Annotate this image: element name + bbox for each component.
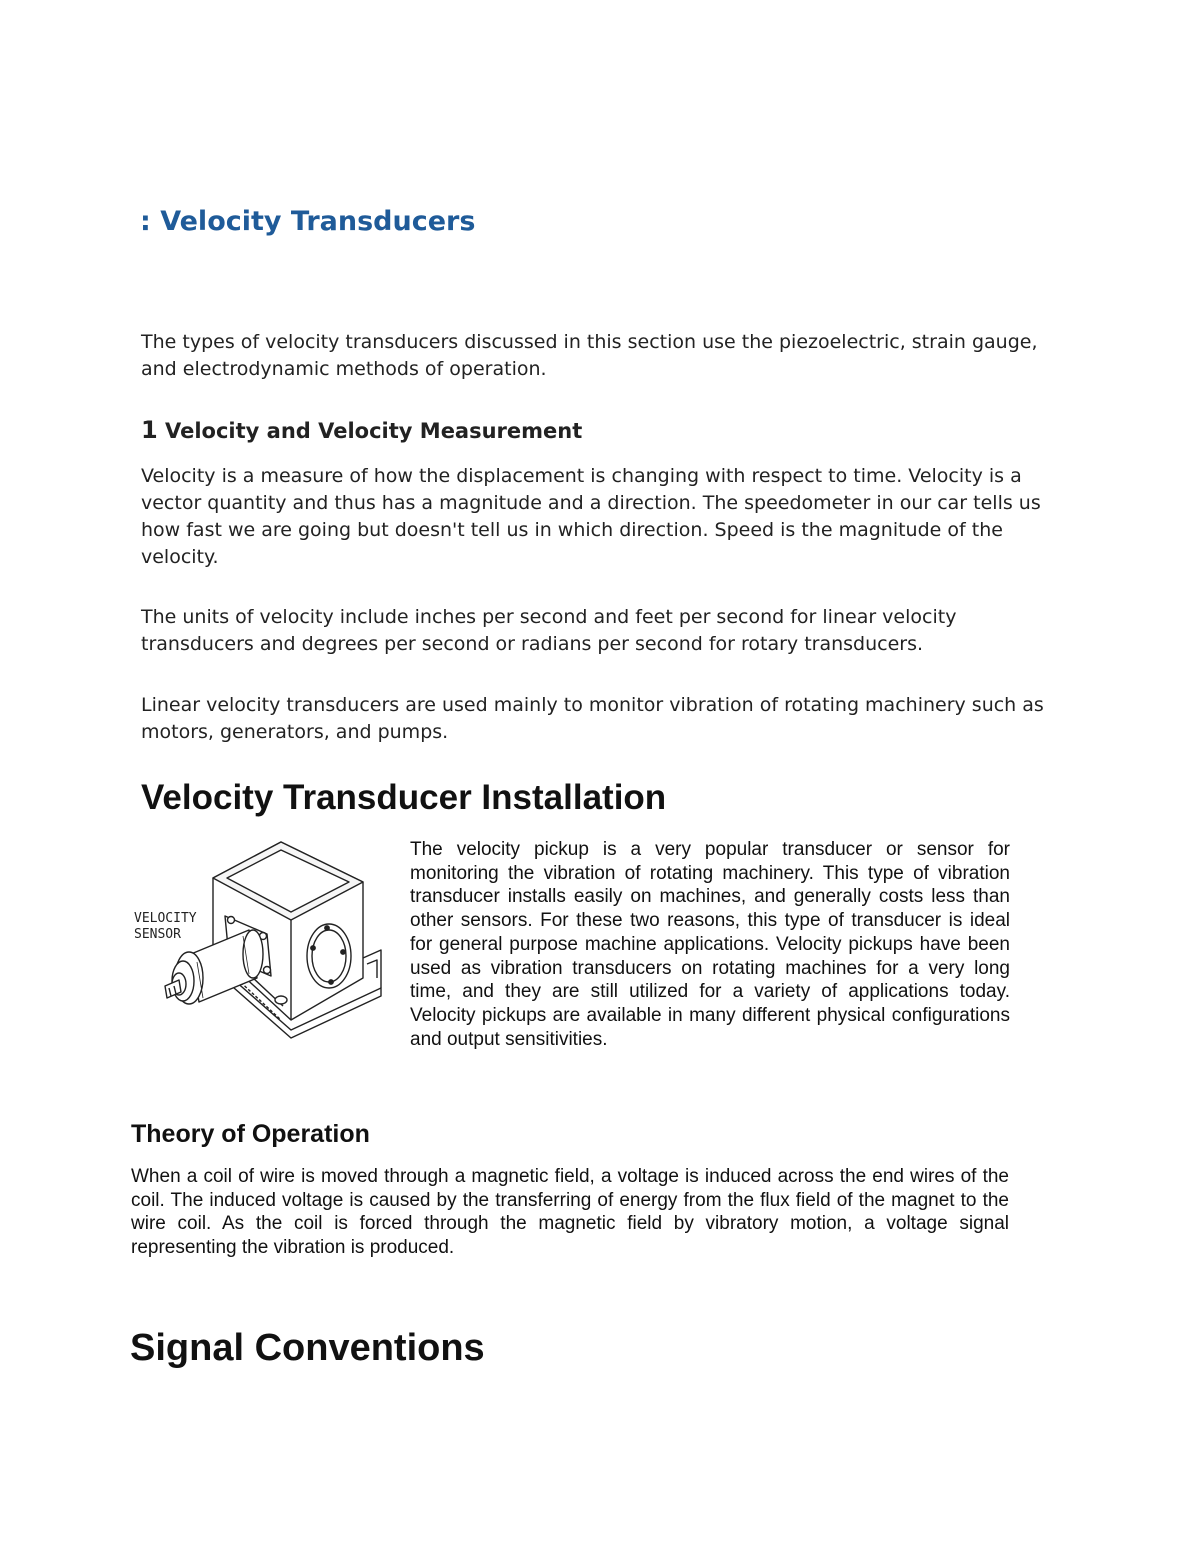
section-heading-text: Velocity and Velocity Measurement — [165, 419, 583, 443]
installation-heading: Velocity Transducer Installation — [141, 778, 667, 817]
title-text: Velocity Transducers — [160, 206, 476, 237]
section-number: 1 — [141, 416, 158, 444]
title-prefix: : — [140, 206, 161, 237]
figure-label-line2: SENSOR — [134, 927, 181, 942]
theory-paragraph: When a coil of wire is moved through a magnetic field, a voltage is induced across the end wires of the coil. The induced voltage is caused by the transferring of energy from the flux field of the magnet to the wire coil. As the coil is forced through the magnetic field by vibratory motion, a voltage signal representing the vibration is produced. — [131, 1166, 1009, 1259]
paragraph-linear-transducers: Linear velocity transducers are used mainly to monitor vibration of rotating machinery such as motors, generators, and pumps. — [141, 694, 1044, 743]
paragraph-velocity-definition: Velocity is a measure of how the displacement is changing with respect to time. Velocity is a vector quantity and thus has a magnitude and a direction. The speedometer in our car tells us how fast we are going but doesn't tell us in which direction. Speed is the magnitude of the velocity. — [141, 465, 1041, 568]
page-title — [140, 206, 475, 237]
installation-paragraph: The velocity pickup is a very popular transducer or sensor for monitoring the vibration of rotating machinery. This type of vibration transducer installs easily on machines, and generally costs less than other sensors. For these two reasons, this type of transducer is ideal for general purpose machine applications. Velocity pickups have been used as vibration transducers on rotating machines for a very long time, and they are still utilized for a variety of applications today. Velocity pickups are available in many different physical configurations and output sensitivities. — [410, 839, 1010, 1050]
theory-heading: Theory of Operation — [131, 1120, 370, 1148]
intro-paragraph: The types of velocity transducers discussed in this section use the piezoelectric, strain gauge, and electrodynamic methods of operation. — [141, 331, 1038, 380]
velocity-sensor-figure — [131, 838, 396, 1043]
paragraph-velocity-units: The units of velocity include inches per second and feet per second for linear velocity transducers and degrees per second or radians per second for rotary transducers. — [141, 606, 957, 655]
section-heading — [141, 416, 582, 444]
figure-label-line1: VELOCITY — [134, 911, 197, 926]
signal-heading: Signal Conventions — [130, 1327, 485, 1369]
